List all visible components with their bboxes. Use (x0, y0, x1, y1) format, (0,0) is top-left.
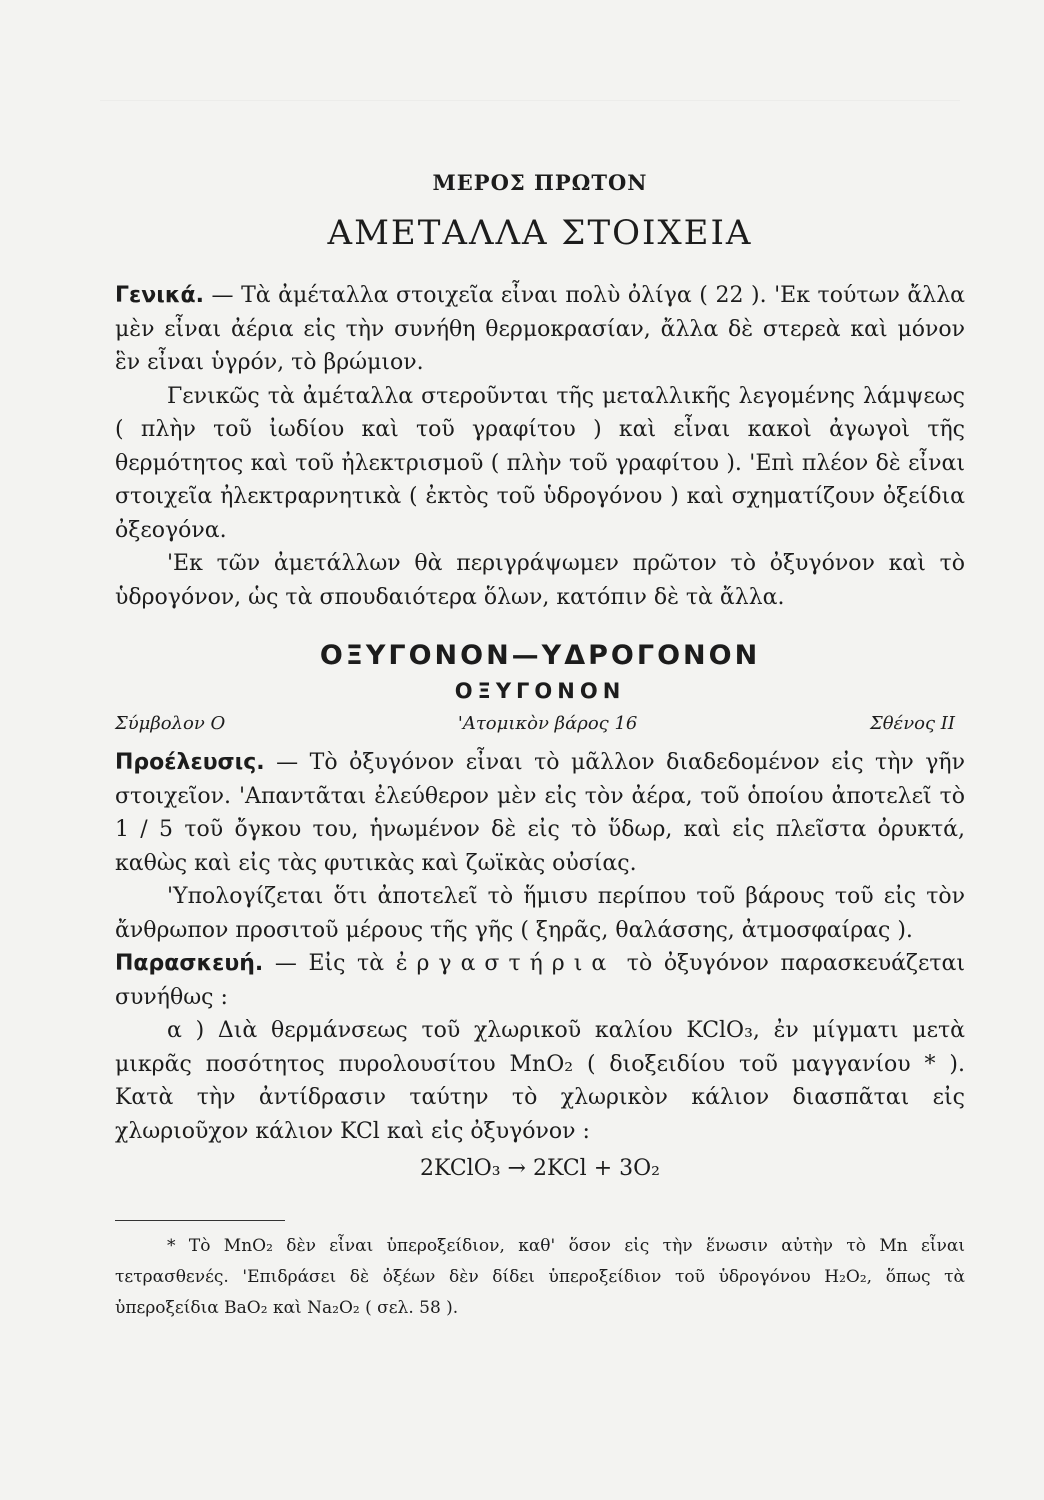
footnote (115, 1231, 965, 1324)
origin-paragraph-1 (115, 746, 965, 880)
section-title: ΟΞΥΓΟΝΟΝ—ΥΔΡΟΓΟΝΟΝ (319, 640, 761, 671)
general-paragraph-1 (115, 279, 965, 380)
preparation-text-a: — Εἰς τὰ (263, 951, 396, 976)
part-label: ΜΕΡΟΣ ΠΡΩΤΟΝ (432, 170, 648, 195)
general-lead: Γενικά. (115, 283, 204, 308)
part-title: ΑΜΕΤΑΛΛΑ ΣΤΟΙΧΕΙΑ (327, 213, 753, 253)
preparation-spaced-word: ἐργαστήρια (395, 951, 616, 976)
preparation-paragraph-2: α ) Διὰ θερμάνσεως τοῦ χλωρικοῦ καλίου KClO₃, ἐν μίγματι μετὰ μικρᾶς ποσότητος πυρολουσίτου MnO₂ ( διοξειδίου τοῦ μαγγανίου * ). Κατὰ τὴν ἀντίδρασιν ταύτην τὸ χλωρικὸν κάλιον διασπᾶται εἰς χλωριοῦχον κάλιον KCl καὶ εἰς ὀξυγόνον : (115, 1018, 965, 1144)
preparation-text-b: τὸ ὀξυγόνον παρασκευάζεται συνήθως : (115, 951, 966, 1010)
general-text-1: — Τὰ ἀμέταλλα στοιχεῖα εἶναι πολὺ ὀλίγα ( 22 ). 'Εκ τούτων ἄλλα μὲν εἶναι ἀέρια εἰς τὴν συνήθη θερμοκρασίαν, ἄλλα δὲ στερεὰ καὶ μόνον ἓν εἶναι ὑγρόν, τὸ βρώμιον. (115, 283, 965, 375)
symbol-label: Σύμβολον O (115, 713, 226, 734)
preparation-paragraph-1 (115, 947, 965, 1014)
atomic-weight-label: 'Ατομικὸν βάρος 16 (457, 713, 638, 734)
valence-label: Σθένος II (869, 713, 955, 734)
footnote-text: * Τὸ MnO₂ δὲν εἶναι ὑπεροξείδιον, καθ' ὅσον εἰς τὴν ἕνωσιν αὐτὴν τὸ Mn εἶναι τετρασθενές. 'Επιδράσει δὲ ὀξέων δὲν δίδει ὑπεροξείδιον τοῦ ὑδρογόνου H₂O₂, ὅπως τὰ ὑπεροξείδια BaO₂ καὶ Na₂O₂ ( σελ. 58 ). (115, 1236, 965, 1318)
footnote-divider (115, 1220, 285, 1221)
reaction-equation: 2KClO₃ → 2KCl + 3O₂ (420, 1156, 660, 1181)
origin-paragraph-2: 'Υπολογίζεται ὅτι ἀποτελεῖ τὸ ἥμισυ περίπου τοῦ βάρους τοῦ εἰς τὸν ἄνθρωπον προσιτοῦ μέρους τῆς γῆς ( ξηρᾶς, θαλάσσης, ἀτμοσφαίρας ). (115, 884, 965, 943)
subsection-title: ΟΞΥΓΟΝΟΝ (454, 679, 626, 703)
element-properties (115, 713, 965, 734)
general-paragraph-2: Γενικῶς τὰ ἀμέταλλα στεροῦνται τῆς μεταλλικῆς λεγομένης λάμψεως ( πλὴν τοῦ ἰωδίου καὶ τοῦ γραφίτου ) καὶ εἶναι κακοὶ ἀγωγοὶ τῆς θερμότητος καὶ τοῦ ἠλεκτρισμοῦ ( πλὴν τοῦ γραφίτου ). 'Επὶ πλέον δὲ εἶναι στοιχεῖα ἠλεκτραρνητικὰ ( ἐκτὸς τοῦ ὑδρογόνου ) καὶ σχηματίζουν ὀξείδια ὀξεογόνα. (115, 383, 965, 543)
bleed-through-header (100, 60, 960, 101)
origin-text-1: — Τὸ ὀξυγόνον εἶναι τὸ μᾶλλον διαδεδομένον εἰς τὴν γῆν στοιχεῖον. 'Απαντᾶται ἐλεύθερον μὲν εἰς τὸν ἀέρα, τοῦ ὁποίου ἀποτελεῖ τὸ 1 / 5 τοῦ ὄγκου του, ἡνωμένον δὲ εἰς τὸ ὕδωρ, καὶ εἰς πλεῖστα ὀρυκτά, καθὼς καὶ εἰς τὰς φυτικὰς καὶ ζωϊκὰς οὐσίας. (115, 750, 965, 876)
general-paragraph-3: 'Εκ τῶν ἀμετάλλων θὰ περιγράψωμεν πρῶτον τὸ ὀξυγόνον καὶ τὸ ὑδρογόνον, ὡς τὰ σπουδαιότερα ὅλων, κατόπιν δὲ τὰ ἄλλα. (115, 551, 965, 610)
preparation-lead: Παρασκευή. (115, 951, 264, 976)
page-content (115, 170, 965, 1324)
origin-lead: Προέλευσις. (115, 750, 265, 775)
